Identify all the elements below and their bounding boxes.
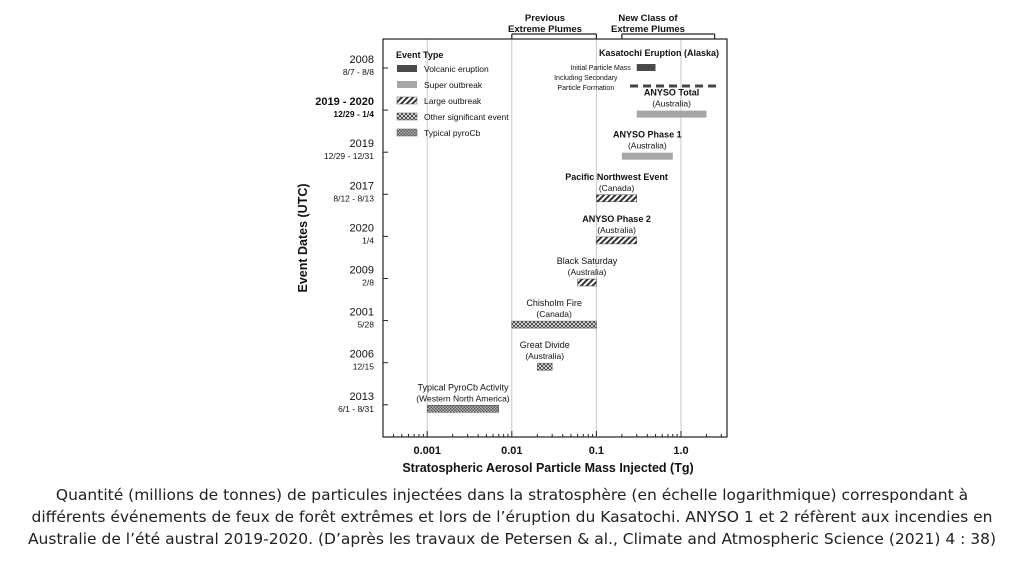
top-header-text: Extreme Plumes	[508, 24, 582, 35]
event-label: (Australia)	[627, 140, 667, 151]
event-label: Kasatochi Eruption (Alaska)	[599, 48, 720, 58]
legend-swatch	[397, 129, 417, 136]
legend-swatch	[397, 65, 417, 72]
legend-swatch	[397, 97, 417, 104]
event-label: ANYSO Phase 1	[613, 129, 682, 140]
event-label: (Australia)	[652, 98, 691, 109]
legend-swatch	[397, 113, 417, 120]
row-dates-label: 12/15	[352, 361, 374, 372]
x-tick-label: 0.1	[588, 445, 605, 457]
x-tick-label: 0.01	[501, 445, 523, 457]
event-label: Great Divide	[519, 340, 570, 351]
row-year-label: 2008	[349, 54, 374, 66]
row-year-label: 2001	[349, 306, 374, 319]
row-year-label: 2006	[349, 348, 374, 361]
event-bar	[578, 279, 597, 286]
event-label: (Australia)	[597, 224, 636, 235]
y-axis-labels	[315, 54, 388, 414]
event-bar	[637, 64, 656, 71]
event-label: Typical PyroCb Activity	[417, 382, 509, 393]
event-label: Chisholm Fire	[526, 298, 582, 309]
row-dates-label: 1/4	[362, 235, 374, 246]
event-bar	[637, 111, 707, 118]
event-label: (Australia)	[525, 351, 565, 362]
event-bar	[596, 195, 636, 202]
top-header-text: Previous	[524, 13, 566, 24]
x-axis-label: Stratospheric Aerosol Particle Mass Injected (Tg)	[402, 461, 694, 475]
row-dates-label: 5/28	[357, 319, 374, 330]
event-bar	[596, 237, 636, 244]
event-bar	[427, 405, 498, 412]
event-label: ANYSO Phase 2	[582, 213, 651, 224]
row-dates-label: 6/1 - 8/31	[338, 403, 374, 414]
top-header-text: New Class of	[618, 13, 678, 24]
event-label: (Western North America)	[416, 393, 510, 404]
row-dates-label: 8/7 - 8/8	[342, 67, 374, 77]
row-year-label: 2013	[349, 390, 374, 403]
top-headers	[508, 13, 715, 39]
top-header-text: Extreme Plumes	[611, 24, 685, 35]
x-tick-label: 0.001	[413, 445, 441, 457]
event-sublabel: Initial Particle Mass	[570, 65, 631, 72]
row-year-label: 2019	[349, 138, 374, 151]
x-axis-ticks	[383, 431, 721, 457]
row-year-label: 2009	[349, 264, 374, 277]
event-label: Black Saturday	[556, 256, 618, 266]
event-label: (Australia)	[567, 267, 607, 277]
y-axis-label: Event Dates (UTC)	[296, 183, 310, 293]
row-dates-label: 12/29 - 12/31	[323, 151, 374, 162]
event-sublabel: Particle Formation	[557, 85, 615, 92]
event-label: ANYSO Total	[643, 87, 700, 98]
row-dates-label: 2/8	[362, 277, 374, 288]
event-bar	[512, 321, 597, 328]
row-dates-label: 12/29 - 1/4	[333, 109, 374, 120]
legend-label: Other significant event	[424, 112, 509, 122]
event-label: (Canada)	[536, 309, 572, 320]
row-year-label: 2020	[349, 222, 374, 235]
event-sublabel: Including Secondary	[554, 75, 618, 82]
legend-label: Volcanic eruption	[424, 64, 489, 74]
event-label: (Canada)	[598, 182, 635, 193]
event-bar	[537, 363, 552, 370]
legend-title: Event Type	[396, 50, 444, 60]
figure-caption: Quantité (millions de tonnes) de particules injectées dans la stratosphère (en échelle logarithmique) correspondant à différents événements de feux de forêt extrêmes et lors de l’éruption du Kasatochi. ANYSO 1 et 2 réfèrent aux incendies en Australie de l’été austral 2019-2020. (D’après les travaux de Petersen & al., Climate and Atmospheric Science (2021) 4 : 38)	[27, 486, 997, 548]
legend	[396, 50, 509, 138]
row-year-label: 2019 - 2020	[315, 96, 374, 109]
legend-label: Large outbreak	[424, 96, 482, 106]
event-bar	[622, 153, 673, 160]
x-tick-label: 1.0	[673, 445, 689, 457]
row-year-label: 2017	[349, 180, 374, 193]
row-dates-label: 8/12 - 8/13	[333, 193, 374, 204]
legend-swatch	[397, 81, 417, 88]
event-label: Pacific Northwest Event	[565, 171, 668, 182]
legend-label: Super outbreak	[424, 80, 483, 90]
legend-label: Typical pyroCb	[424, 128, 481, 138]
